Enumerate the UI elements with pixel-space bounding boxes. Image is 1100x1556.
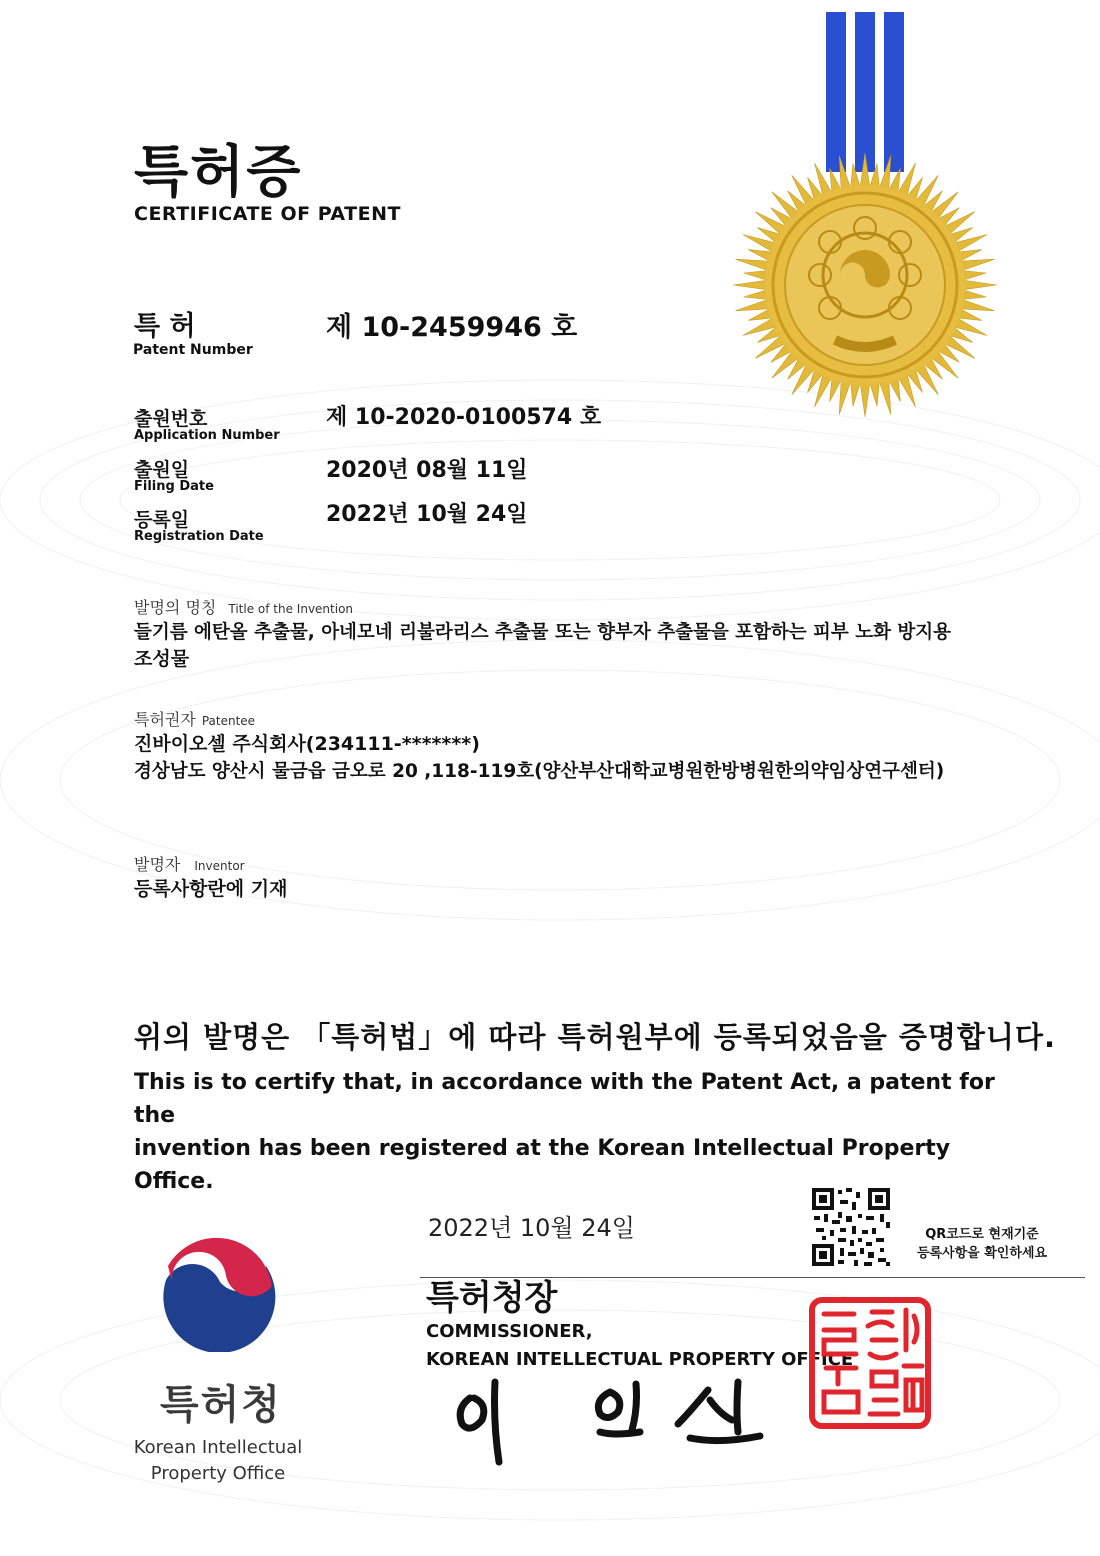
commissioner-title-en-line2: KOREAN INTELLECTUAL PROPERTY OFFICE [426,1349,854,1370]
certification-text-en-line1: This is to certify that, in accordance with the Patent Act, a patent for the [134,1070,995,1128]
application-number-label-ko: 출원번호 [134,408,208,430]
invention-title-line1: 들기름 에탄올 추출물, 아네모네 리불라리스 추출물 또는 향부자 추출물을 포함하는 피부 노화 방지용 [134,622,952,643]
certification-text-en [134,1066,1034,1198]
certification-text-en-line2: invention has been registered at the Korean Intellectual Property Office. [134,1136,951,1194]
official-stamp-icon [808,1296,932,1430]
registration-date-label-en: Registration Date [134,529,264,544]
invention-title-line2: 조성물 [134,648,190,670]
qr-note [902,1225,1062,1263]
certificate-title-ko: 특허증 [134,140,303,205]
patent-number-label-en: Patent Number [133,342,253,358]
patentee-info [134,731,1094,785]
commissioner-title-en-line1: COMMISSIONER, [426,1321,593,1342]
kipo-name-en [118,1435,318,1487]
registration-date-value: 2022년 10월 24일 [326,502,528,527]
kipo-logo-icon [148,1226,282,1352]
filing-date-label-ko: 출원일 [134,459,190,481]
filing-date-value: 2020년 08월 11일 [326,458,528,483]
commissioner-title-ko: 특허청장 [426,1278,558,1318]
commissioner-title-en [426,1318,853,1374]
invention-section-label [134,595,353,618]
application-number-label-en: Application Number [134,428,280,443]
kipo-name-ko: 특허청 [160,1382,282,1428]
patentee-name: 진바이오셀 주식회사(234111-*******) [134,733,480,755]
patent-number-value: 제 10-2459946 호 [326,312,578,343]
certificate-title-en: CERTIFICATE OF PATENT [134,203,401,225]
inventor-label-en: Inventor [194,859,245,873]
qr-code-icon[interactable] [810,1186,892,1268]
invention-title [134,619,1074,673]
inventor-value: 등록사항란에 기재 [134,878,288,900]
patentee-address: 경상남도 양산시 물금읍 금오로 20 ,118-119호(양산부산대학교병원한방병원한의약임상연구센터) [134,761,945,782]
signature-icon [440,1370,780,1470]
issue-date: 2022년 10월 24일 [428,1214,635,1242]
application-number-value: 제 10-2020-0100574 호 [326,405,602,430]
inventor-section-label [134,852,245,875]
filing-date-label-en: Filing Date [134,479,214,494]
invention-label-en: Title of the Invention [228,602,354,616]
patentee-label-en: Patentee [201,714,256,728]
ribbon [820,12,910,172]
invention-label-ko: 발명의 명칭 [134,598,217,617]
gold-seal-icon [730,150,1000,420]
qr-note-line2: 등록사항을 확인하세요 [916,1246,1048,1261]
patent-number-label-ko: 특 허 [134,311,196,342]
inventor-label-ko: 발명자 [134,855,181,874]
qr-note-line1: QR코드로 현재기준 [925,1227,1039,1242]
kipo-name-en-line1: Korean Intellectual [133,1437,303,1458]
certification-text-ko: 위의 발명은 「특허법」에 따라 특허원부에 등록되었음을 증명합니다. [134,1020,1056,1054]
kipo-name-en-line2: Property Office [150,1463,286,1484]
patentee-section-label [134,707,255,730]
registration-date-label-ko: 등록일 [134,509,190,531]
patentee-label-ko: 특허권자 [134,710,196,729]
